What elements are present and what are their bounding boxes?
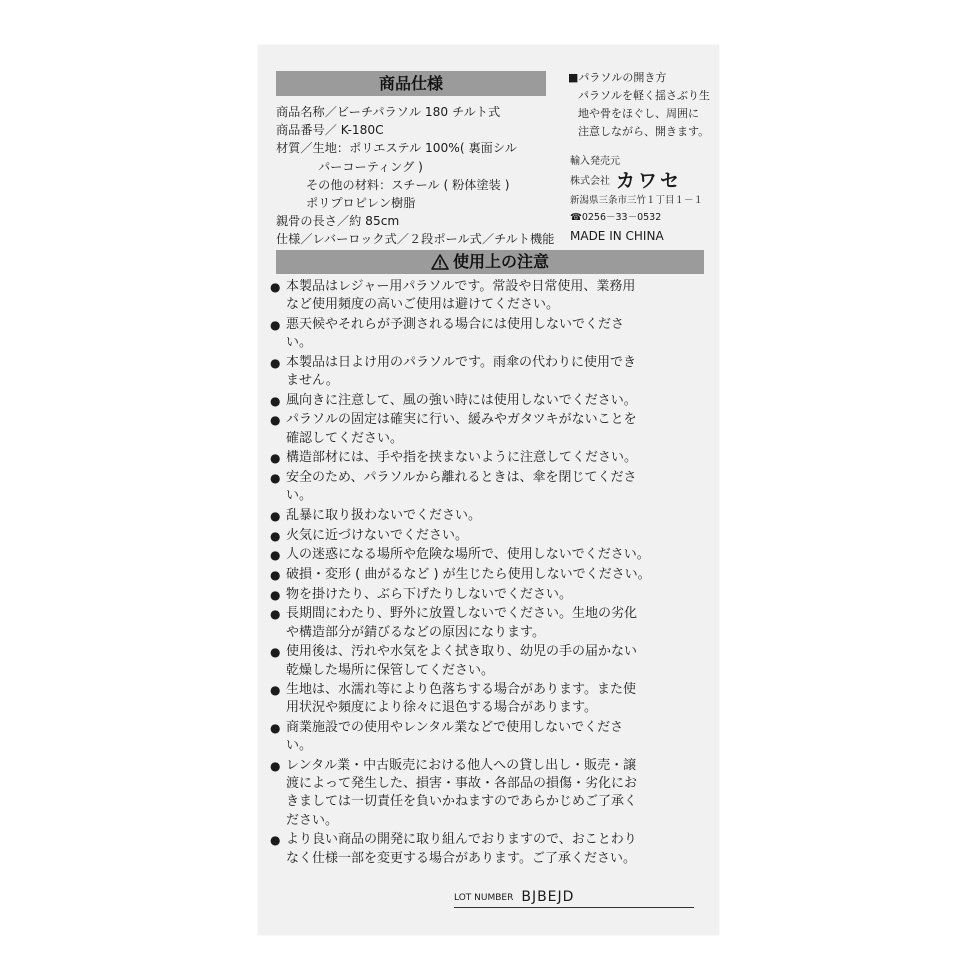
caution-text <box>286 469 710 505</box>
opening-line: 地や骨をほぐし、周囲に <box>578 107 699 120</box>
caution-line: 乱暴に取り扱わないでください。 <box>286 507 482 523</box>
caution-item <box>270 354 710 390</box>
caution-line: 乾燥した場所に保管してください。 <box>286 662 495 678</box>
bullet-icon: ● <box>270 833 281 848</box>
caution-text <box>286 719 710 755</box>
spec-line: 商品番号／ K-180C <box>276 123 384 138</box>
bullet-icon: ● <box>270 645 281 660</box>
bullet-icon: ● <box>270 355 281 370</box>
caution-item <box>270 527 710 545</box>
caution-item <box>270 278 710 314</box>
caution-line: 長期間にわたり、野外に放置しないでください。生地の劣化 <box>286 606 638 622</box>
caution-text <box>286 605 710 641</box>
caution-line: 確認してください。 <box>286 430 404 446</box>
bullet-icon: ● <box>270 317 281 332</box>
bullet-icon: ● <box>270 607 281 622</box>
caution-line: 構造部材には、手や指を挟まないように注意してください。 <box>286 450 638 466</box>
caution-line: 商業施設での使用やレンタル業などで使用しないでくださ <box>286 720 624 736</box>
caution-text <box>286 411 710 447</box>
importer-label: 輸入発売元 <box>570 156 620 167</box>
caution-line: より良い商品の開発に取り組んでおりますので、おことわり <box>286 832 637 848</box>
bullet-icon: ● <box>270 721 281 736</box>
caution-list <box>270 278 710 869</box>
caution-line: 破損・変形 ( 曲がるなど ) が生じたら使用しないでください。 <box>286 567 651 583</box>
bullet-icon: ● <box>270 587 281 602</box>
caution-line: 渡によって発生した、損害・事故・各部品の損傷・劣化にお <box>286 776 638 792</box>
caution-item <box>270 757 710 830</box>
caution-line: 用状況や頻度により徐々に退色する場合があります。 <box>286 700 597 716</box>
caution-text <box>286 681 710 717</box>
spec-line: パーコーティング ) <box>318 159 423 174</box>
company-address: 新潟県三条市三竹１丁目１－１ <box>570 195 704 206</box>
product-label-card <box>258 45 719 935</box>
made-in: MADE IN CHINA <box>570 229 664 243</box>
bullet-icon: ● <box>270 528 281 543</box>
caution-item <box>270 831 710 867</box>
caution-line: 生地は、水濡れ等により色落ちする場合があります。また使 <box>286 682 636 698</box>
caution-item <box>270 507 710 525</box>
caution-line: い。 <box>286 335 313 351</box>
caution-line: 悪天候やそれらが予測される場合には使用しないでくださ <box>286 316 625 332</box>
caution-item <box>270 392 710 410</box>
opening-title: ■パラソルの開き方 <box>568 71 667 84</box>
caution-text <box>286 392 710 410</box>
lot-number-label: LOT NUMBER <box>454 893 514 903</box>
caution-item <box>270 411 710 447</box>
company-logo: カワセ <box>616 170 683 192</box>
spec-line: 仕様／レバーロック式／２段ポール式／チルト機能 <box>276 232 555 247</box>
lot-number-value: BJBEJD <box>521 889 575 905</box>
caution-text <box>286 586 710 604</box>
caution-text <box>286 566 710 584</box>
caution-line: や構造部分が錆びるなどの原因になります。 <box>286 624 545 640</box>
opening-line: 注意しながら、開きます。 <box>578 125 710 138</box>
caution-line: レンタル業・中古販売における他人への貸し出し・販売・譲 <box>286 758 637 774</box>
caution-line: 人の迷惑になる場所や危険な場所で、使用しないでください。 <box>286 547 650 563</box>
bullet-icon: ● <box>270 683 281 698</box>
company-row <box>570 170 720 192</box>
company-phone: ☎0256－33－0532 <box>570 212 662 223</box>
caution-line: い。 <box>286 488 313 504</box>
caution-line: パラソルの固定は確実に行い、緩みやガタツキがないことを <box>286 412 637 428</box>
caution-text <box>286 316 710 352</box>
spec-line: 商品名称／ビーチパラソル 180 チルト式 <box>276 105 501 119</box>
caution-text <box>286 831 710 867</box>
caution-line: 使用後は、汚れや水気をよく拭き取り、幼児の手の届かない <box>286 644 638 660</box>
importer-block <box>570 153 720 245</box>
caution-item <box>270 469 710 505</box>
opening-line: パラソルを軽く揺さぶり生 <box>578 89 710 102</box>
spec-heading: 商品仕様 <box>276 71 546 96</box>
caution-line: など使用頻度の高いご使用は避けてください。 <box>286 297 560 313</box>
caution-item <box>270 681 710 717</box>
opening-instructions <box>568 69 718 141</box>
lot-number-line <box>454 880 694 908</box>
caution-heading: 使用上の注意 <box>452 252 549 271</box>
caution-text <box>286 354 710 390</box>
caution-text <box>286 527 710 545</box>
bullet-icon: ● <box>270 759 281 774</box>
bullet-icon: ● <box>270 280 281 294</box>
caution-item <box>270 316 710 352</box>
caution-text <box>286 643 710 679</box>
caution-heading-bar <box>276 250 704 274</box>
warning-triangle-icon <box>431 254 449 270</box>
spec-line: 親骨の長さ／約 85cm <box>276 214 400 229</box>
bullet-icon: ● <box>270 393 281 408</box>
caution-text <box>286 507 710 525</box>
caution-line: ださい。 <box>286 812 339 828</box>
bullet-icon: ● <box>270 568 281 583</box>
caution-text <box>286 757 710 830</box>
spec-line: 材質／生地：ポリエステル 100%( 裏面シル <box>276 141 517 156</box>
caution-item <box>270 546 710 564</box>
caution-line: ません。 <box>286 373 339 389</box>
bullet-icon: ● <box>270 471 281 486</box>
company-prefix: 株式会社 <box>570 175 610 187</box>
caution-line: きましては一切責任を負いかねますのであらかじめご了承く <box>286 794 638 810</box>
caution-line: 安全のため、パラソルから離れるときは、傘を閉じてくださ <box>286 470 637 486</box>
caution-item <box>270 643 710 679</box>
caution-text <box>286 449 710 467</box>
bullet-icon: ● <box>270 451 281 466</box>
caution-line: い。 <box>286 738 313 754</box>
caution-line: 本製品は日よけ用のパラソルです。雨傘の代わりに使用でき <box>286 354 636 370</box>
spec-line: その他の材料：スチール ( 粉体塗装 ) <box>306 177 510 192</box>
bullet-icon: ● <box>270 548 281 563</box>
caution-item <box>270 719 710 755</box>
caution-line: 本製品はレジャー用パラソルです。常設や日常使用、業務用 <box>286 279 636 294</box>
bullet-icon: ● <box>270 413 281 428</box>
bullet-icon: ● <box>270 508 281 523</box>
caution-line: 火気に近づけないでください。 <box>286 527 469 543</box>
caution-line: なく仕様一部を変更する場合があります。ご了承ください。 <box>286 850 636 866</box>
caution-line: 物を掛けたり、ぶら下げたりしないでください。 <box>286 586 573 602</box>
caution-item <box>270 566 710 584</box>
caution-item <box>270 586 710 604</box>
spec-line: ポリプロピレン樹脂 <box>306 195 416 210</box>
caution-item <box>270 449 710 467</box>
caution-item <box>270 605 710 641</box>
caution-line: 風向きに注意して、風の強い時には使用しないでください。 <box>286 392 637 408</box>
caution-text <box>286 278 710 314</box>
spec-list <box>276 103 576 249</box>
caution-text <box>286 546 710 564</box>
